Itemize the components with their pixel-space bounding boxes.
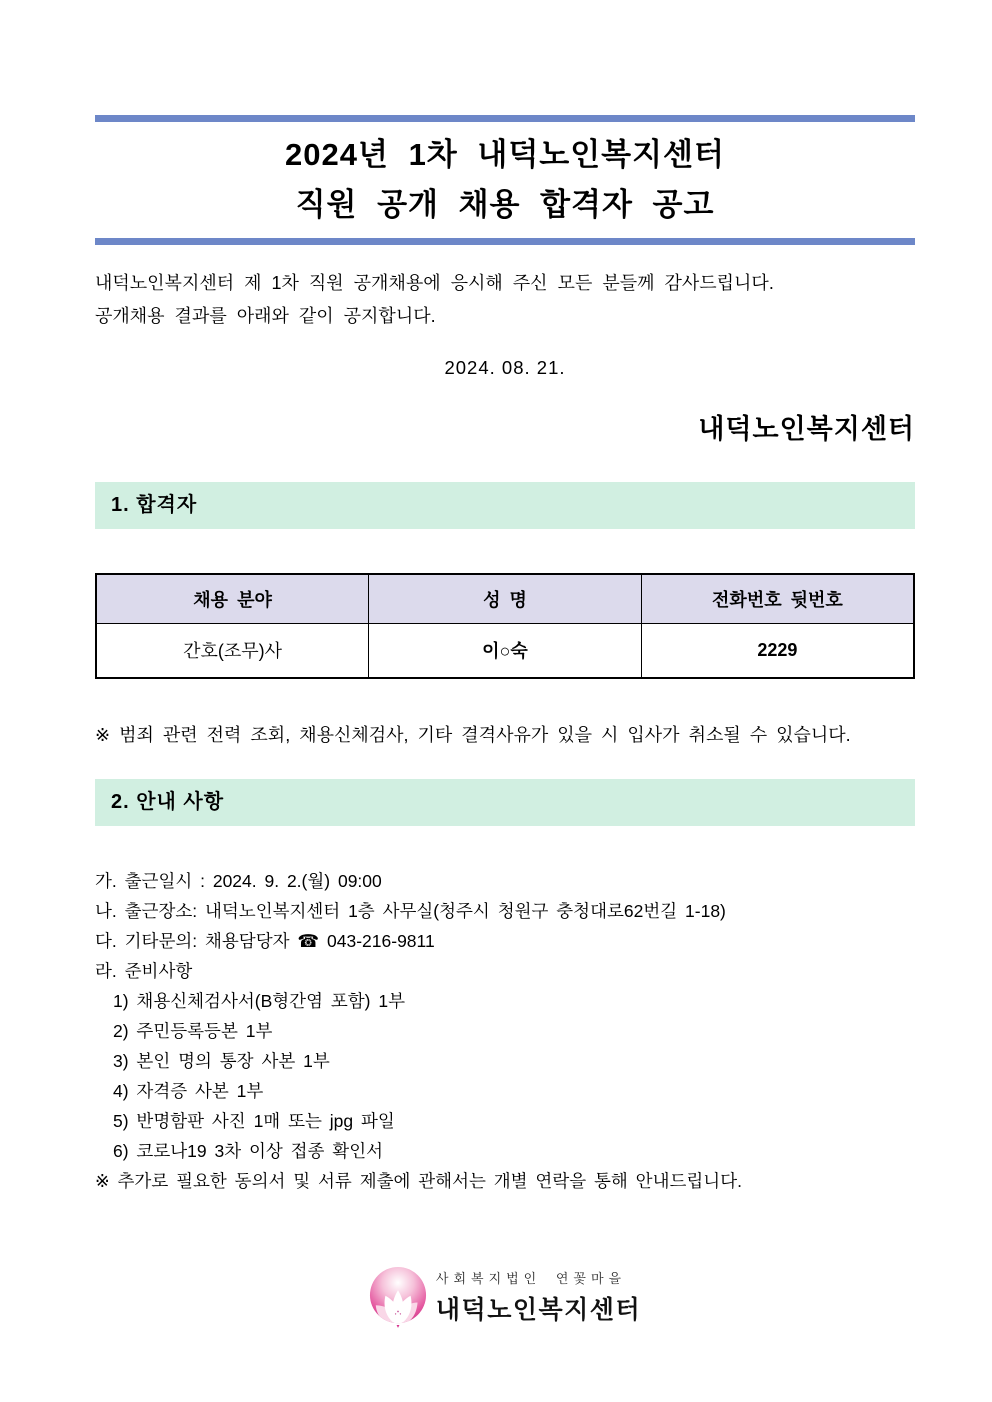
lotus-logo-svg bbox=[369, 1266, 427, 1328]
title-line-1: 2024년 1차 내덕노인복지센터 bbox=[285, 137, 725, 172]
cell-field: 간호(조무)사 bbox=[96, 623, 369, 678]
disqualification-note: ※ 범죄 관련 전력 조회, 채용신체검사, 기타 결격사유가 있을 시 입사가 취소될 수 있습니다. bbox=[95, 725, 851, 745]
table-header-row bbox=[96, 574, 914, 623]
successful-candidate-table bbox=[95, 573, 915, 679]
table-body bbox=[96, 623, 914, 678]
guide-item-work-date: 가. 출근일시 : 2024. 9. 2.(월) 09:00 bbox=[95, 871, 382, 891]
cell-name: 이○숙 bbox=[369, 623, 642, 678]
page bbox=[95, 0, 915, 1328]
intro-paragraph bbox=[95, 267, 915, 333]
preparation-item-6: 6) 코로나19 3차 이상 접종 확인서 bbox=[113, 1141, 384, 1161]
guide-item-preparation: 라. 준비사항 bbox=[95, 961, 193, 981]
organization-name: 내덕노인복지센터 bbox=[435, 1296, 642, 1324]
organization-footer bbox=[95, 1266, 915, 1328]
section-2-heading: 2. 안내 사항 bbox=[95, 779, 915, 826]
table-head bbox=[96, 574, 914, 623]
preparation-item-2: 2) 주민등록등본 1부 bbox=[113, 1021, 273, 1041]
intro-line-1: 내덕노인복지센터 제 1차 직원 공개채용에 응시해 주신 모든 분들께 감사드립니다. bbox=[95, 273, 774, 293]
organization-name-block bbox=[436, 1268, 641, 1326]
cell-phone: 2229 bbox=[641, 623, 914, 678]
guide-list bbox=[95, 866, 915, 1196]
document-title bbox=[95, 130, 915, 230]
column-header-phone: 전화번호 뒷번호 bbox=[641, 574, 914, 623]
document-date: 2024. 08. 21. bbox=[444, 357, 566, 378]
section-1-heading: 1. 합격자 bbox=[95, 482, 915, 529]
preparation-item-4: 4) 자격증 사본 1부 bbox=[113, 1081, 264, 1101]
title-top-rule bbox=[95, 115, 915, 122]
preparation-item-3: 3) 본인 명의 통장 사본 1부 bbox=[113, 1051, 330, 1071]
guide-item-work-place: 나. 출근장소: 내덕노인복지센터 1층 사무실(청주시 청원구 충청대로62번길 1-18) bbox=[95, 901, 726, 921]
preparation-item-1: 1) 채용신체검사서(B형간염 포함) 1부 bbox=[113, 991, 405, 1011]
issuer-signature: 내덕노인복지센터 bbox=[698, 414, 915, 444]
intro-line-2: 공개채용 결과를 아래와 같이 공지합니다. bbox=[95, 306, 436, 326]
table-row bbox=[96, 623, 914, 678]
column-header-field: 채용 분야 bbox=[96, 574, 369, 623]
title-bottom-rule bbox=[95, 238, 915, 245]
column-header-name: 성 명 bbox=[369, 574, 642, 623]
lotus-logo-icon bbox=[369, 1266, 427, 1328]
organization-parent-name: 사회복지법인 연꽃마을 bbox=[435, 1271, 627, 1286]
title-line-2: 직원 공개 채용 합격자 공고 bbox=[295, 187, 715, 222]
additional-documents-note: ※ 추가로 필요한 동의서 및 서류 제출에 관해서는 개별 연락을 통해 안내드립니다. bbox=[95, 1171, 742, 1191]
guide-item-contact: 다. 기타문의: 채용담당자 ☎ 043-216-9811 bbox=[95, 931, 435, 951]
preparation-item-5: 5) 반명함판 사진 1매 또는 jpg 파일 bbox=[113, 1111, 395, 1131]
